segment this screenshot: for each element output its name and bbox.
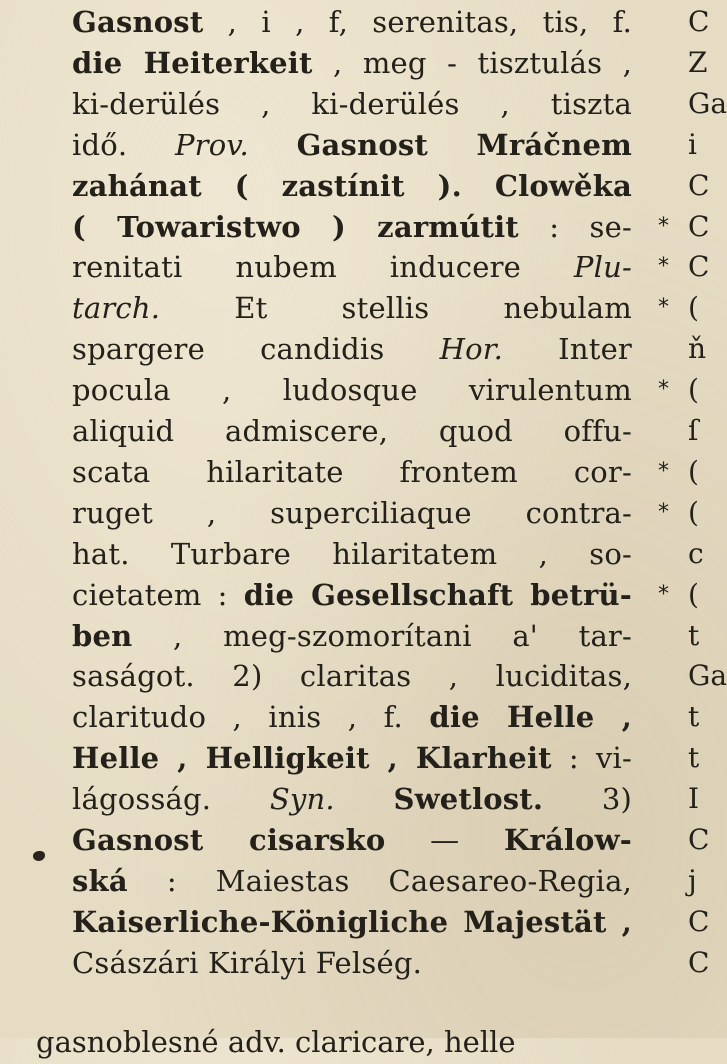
adjacent-column-line xyxy=(658,614,717,658)
asterisk-mark: * xyxy=(658,254,669,280)
entry-line xyxy=(72,41,632,85)
adjacent-column-fragment: t xyxy=(688,700,700,734)
entry-text: : vi- xyxy=(551,741,632,776)
entry-line xyxy=(72,695,632,739)
entry-line xyxy=(72,245,632,289)
adjacent-column-line xyxy=(658,491,717,535)
entry-line xyxy=(72,82,632,126)
adjacent-column-line xyxy=(658,327,717,371)
entry-text: ruget , superciliaque contra- xyxy=(72,495,632,530)
entry-line xyxy=(72,573,632,617)
adjacent-column-line xyxy=(658,123,717,167)
entry-line xyxy=(72,532,632,576)
adjacent-column-line xyxy=(658,368,717,412)
adjacent-column-fragment: Ga xyxy=(688,86,727,120)
asterisk-mark xyxy=(658,859,678,903)
entry-line xyxy=(72,900,632,944)
adjacent-column-fragment: Z xyxy=(688,45,708,79)
entry-text: Császári Királyi Felség. xyxy=(72,945,423,980)
entry-text: Inter xyxy=(503,332,632,367)
asterisk-mark xyxy=(658,777,678,821)
adjacent-column-line xyxy=(658,0,717,44)
adjacent-column-fragment: C xyxy=(688,823,710,856)
entry-text: 3) xyxy=(543,782,632,817)
entry-text: ki-derülés , ki-derülés , tiszta xyxy=(72,86,632,121)
adjacent-column-fragment: j xyxy=(688,863,697,897)
entry-text xyxy=(335,782,394,816)
adjacent-column-line xyxy=(658,164,717,208)
entry-text: renitati nubem inducere xyxy=(72,250,574,285)
cut-off-line: gasnoblesné adv. claricare, helle xyxy=(36,1025,516,1059)
entry-text: die Helle , xyxy=(429,700,632,735)
asterisk-mark: * xyxy=(658,581,669,607)
entry-line xyxy=(72,859,632,903)
entry-text: Heiterkeit xyxy=(143,45,313,80)
asterisk-mark: * xyxy=(658,458,669,484)
entry-line xyxy=(72,286,632,330)
adjacent-column-line xyxy=(658,82,727,126)
entry-text: ben xyxy=(72,618,133,653)
entry-text: idő. xyxy=(72,127,175,162)
entry-text: Králow- xyxy=(503,823,632,857)
adjacent-column-line xyxy=(658,245,717,289)
entry-text: claritudo , inis , f. xyxy=(72,700,430,735)
adjacent-column-line xyxy=(658,532,717,576)
entry-line xyxy=(72,327,632,371)
adjacent-column-line xyxy=(658,777,717,821)
entry-text: saságot. 2) claritas , luciditas, xyxy=(72,659,632,694)
asterisk-mark: * xyxy=(658,377,669,403)
adjacent-column-fragment: Ga xyxy=(688,659,727,693)
entry-line xyxy=(72,450,632,494)
entry-line xyxy=(72,941,632,985)
adjacent-column-line xyxy=(658,818,717,862)
adjacent-column-fragment: C xyxy=(688,168,710,202)
entry-text: ( Towaristwo ) zarmútit xyxy=(72,209,519,244)
entry-text: , meg-szomorítani a' tar- xyxy=(132,618,632,653)
asterisk-mark xyxy=(658,736,678,780)
entry-text: : Maiestas Caesareo-Regia, xyxy=(127,863,632,898)
adjacent-column-fragment: ( xyxy=(688,495,699,529)
asterisk-mark xyxy=(658,695,678,739)
entry-line xyxy=(72,368,632,412)
entry-text: aliquid admiscere, quod offu- xyxy=(72,414,632,448)
adjacent-column-line xyxy=(658,900,717,944)
asterisk-mark xyxy=(658,654,678,698)
asterisk-mark: * xyxy=(658,499,669,525)
entry-line xyxy=(72,491,632,535)
entry-text: Gasnost cisarsko xyxy=(72,823,386,857)
adjacent-column-fragment: C xyxy=(688,945,710,979)
entry-text: ská xyxy=(72,863,128,898)
adjacent-column-fragment: C xyxy=(688,904,710,938)
entry-line xyxy=(72,818,632,862)
adjacent-column-fragment: C xyxy=(688,209,710,243)
adjacent-column-line xyxy=(658,409,717,453)
adjacent-column-fragment: c xyxy=(688,536,704,570)
entry-text xyxy=(249,128,297,162)
entry-text: hat. Turbare hilaritatem , so- xyxy=(72,536,632,571)
adjacent-column-line xyxy=(658,736,717,780)
entry-text: Hor. xyxy=(439,332,504,367)
asterisk-mark xyxy=(658,164,678,208)
adjacent-column-line xyxy=(658,859,717,903)
entry-text: Prov. xyxy=(174,127,249,162)
entry-text: Swetlost. xyxy=(393,782,544,817)
adjacent-column-line xyxy=(658,941,717,985)
adjacent-column-fragment: ſ xyxy=(688,414,699,447)
entry-text: zahánat ( zastínit ). Clowěka xyxy=(72,168,632,203)
entry-text: Et stellis nebulam xyxy=(160,291,632,326)
adjacent-column-fragment: ( xyxy=(688,373,699,407)
entry-bullet-mark xyxy=(33,851,45,861)
entry-line xyxy=(72,736,632,780)
adjacent-column-fragment: t xyxy=(688,741,700,775)
asterisk-mark xyxy=(658,532,678,576)
adjacent-column-line xyxy=(658,450,717,494)
entry-text: tarch. xyxy=(72,291,161,326)
entry-text: Gasnost xyxy=(72,5,204,39)
entry-line xyxy=(72,777,632,821)
adjacent-column-fragment: i xyxy=(688,127,697,161)
asterisk-mark xyxy=(658,900,678,944)
adjacent-column-fragment: t xyxy=(688,618,700,652)
adjacent-column-fragment: I xyxy=(688,782,700,816)
entry-line xyxy=(72,614,632,658)
entry-line xyxy=(72,409,632,453)
entry-text: pocula , ludosque virulentum xyxy=(72,373,632,408)
entry-line xyxy=(72,205,632,249)
asterisk-mark xyxy=(658,82,678,126)
adjacent-column-fragment: C xyxy=(688,250,710,284)
adjacent-column-line xyxy=(658,654,727,698)
asterisk-mark xyxy=(658,818,678,862)
asterisk-mark: * xyxy=(658,213,669,239)
entry-line xyxy=(72,164,632,208)
asterisk-mark xyxy=(658,614,678,658)
asterisk-mark xyxy=(658,327,678,371)
entry-line xyxy=(72,0,632,44)
entry-text: Syn. xyxy=(269,782,335,817)
asterisk-mark xyxy=(658,941,678,985)
entry-text: — xyxy=(385,823,504,857)
adjacent-column-line xyxy=(658,695,717,739)
entry-text: : se- xyxy=(518,209,632,244)
entry-text: cietatem : xyxy=(72,577,244,612)
adjacent-column-line xyxy=(658,573,717,617)
adjacent-column-line xyxy=(658,41,717,85)
entry-text: , i , f, serenitas, tis, f. xyxy=(203,5,632,39)
asterisk-mark xyxy=(658,123,678,167)
entry-text: Helle , Helligkeit , Klarheit xyxy=(72,741,552,776)
entry-text: Gasnost Mráčnem xyxy=(296,127,632,162)
adjacent-column-fragment: C xyxy=(688,5,710,38)
adjacent-column xyxy=(658,0,727,1038)
adjacent-column-fragment: ( xyxy=(688,291,699,325)
adjacent-column-line xyxy=(658,205,717,249)
adjacent-column-fragment: ( xyxy=(688,454,699,488)
asterisk-mark xyxy=(658,0,678,44)
asterisk-mark: * xyxy=(658,295,669,321)
entry-text: , meg - tisztulás , xyxy=(312,45,632,80)
adjacent-column-line xyxy=(658,286,717,330)
entry-text: spargere candidis xyxy=(72,332,440,367)
entry-line xyxy=(72,123,632,167)
entry-line xyxy=(72,654,632,698)
entry-text: die xyxy=(72,45,144,80)
entry-text: lágosság. xyxy=(72,782,270,817)
entry-text: Kaiserliche-Königliche Majestät , xyxy=(72,904,632,939)
adjacent-column-fragment: ( xyxy=(688,577,699,611)
entry-text: scata hilaritate frontem cor- xyxy=(72,454,632,489)
entry-text: die Gesellschaft betrü- xyxy=(243,577,632,612)
asterisk-mark xyxy=(658,409,678,453)
adjacent-column-fragment: ň xyxy=(688,332,707,366)
asterisk-mark xyxy=(658,41,678,85)
entry-text: Plu- xyxy=(573,250,632,285)
